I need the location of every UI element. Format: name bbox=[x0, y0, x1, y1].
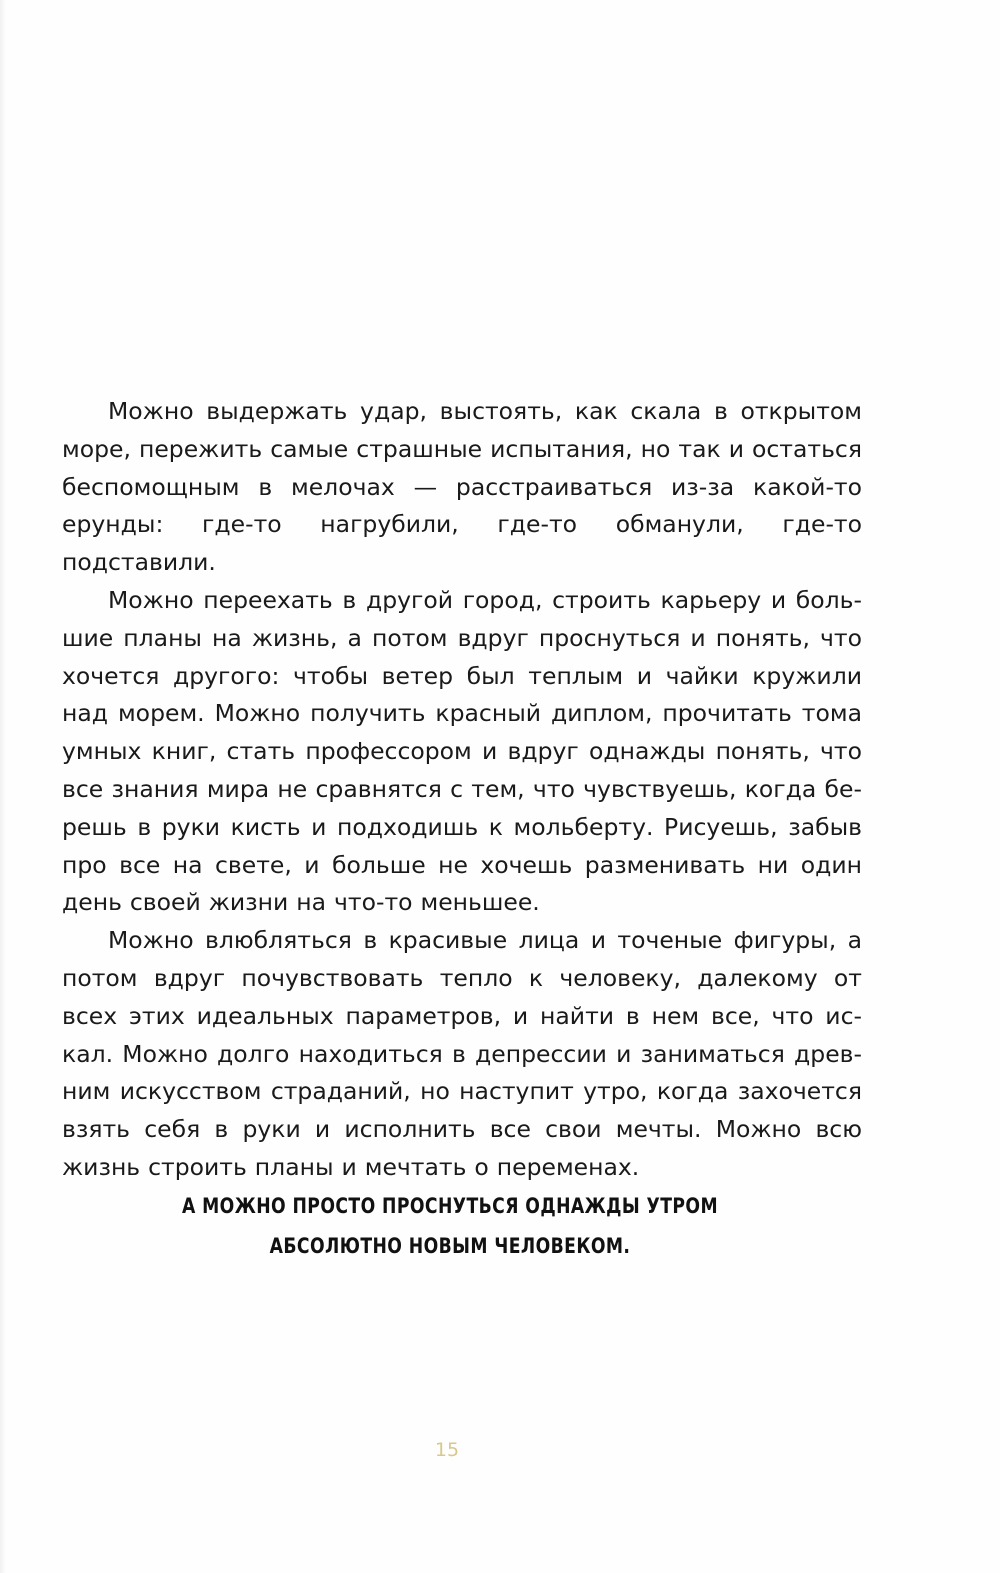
highlight-line-1: А МОЖНО ПРОСТО ПРОСНУТЬСЯ ОДНАЖДЫ УТРОМ bbox=[181, 1194, 719, 1218]
paragraph-1: Можно выдержать удар, выстоять, как скала в открытом море, пережить самые страшные испытания, но так и остаться беспомощным в мелочах — расстраиваться из-за какой-то ерунды: где-то нагрубили, где-то обманули, где-то подставили. bbox=[62, 397, 862, 577]
paragraph-3: Можно влюбляться в красивые лица и точеные фигуры, а потом вдруг почувствовать тепло к человеку, далекому от всех этих идеальных параметров, и найти в нем все, что искал. Можно долго находиться в депрессии и заниматься древним искусством страданий, но наступит утро, когда захочется взять себя в руки и исполнить все свои мечты. Можно всю жизнь строить планы и мечтать о переменах. bbox=[62, 926, 862, 1181]
page-number: 15 bbox=[434, 1439, 460, 1461]
highlight-quote bbox=[81, 1186, 819, 1266]
page-edge-shadow bbox=[0, 0, 6, 1573]
paragraph-2: Можно переехать в другой город, строить карьеру и большие планы на жизнь, а потом вдруг проснуться и понять, что хочется другого: чтобы ветер был теплым и чайки кружили над морем. Можно получить красный диплом, прочитать тома умных книг, стать профессором и вдруг однажды понять, что все знания мира не сравнятся с тем, что чувствуешь, когда берешь в руки кисть и подходишь к мольберту. Рисуешь, забыв про все на свете, и больше не хочешь разменивать ни один день своей жизни на что-то меньшее. bbox=[62, 585, 862, 917]
highlight-line-2: АБСОЛЮТНО НОВЫМ ЧЕЛОВЕКОМ. bbox=[269, 1234, 631, 1258]
body-text bbox=[62, 393, 862, 1187]
